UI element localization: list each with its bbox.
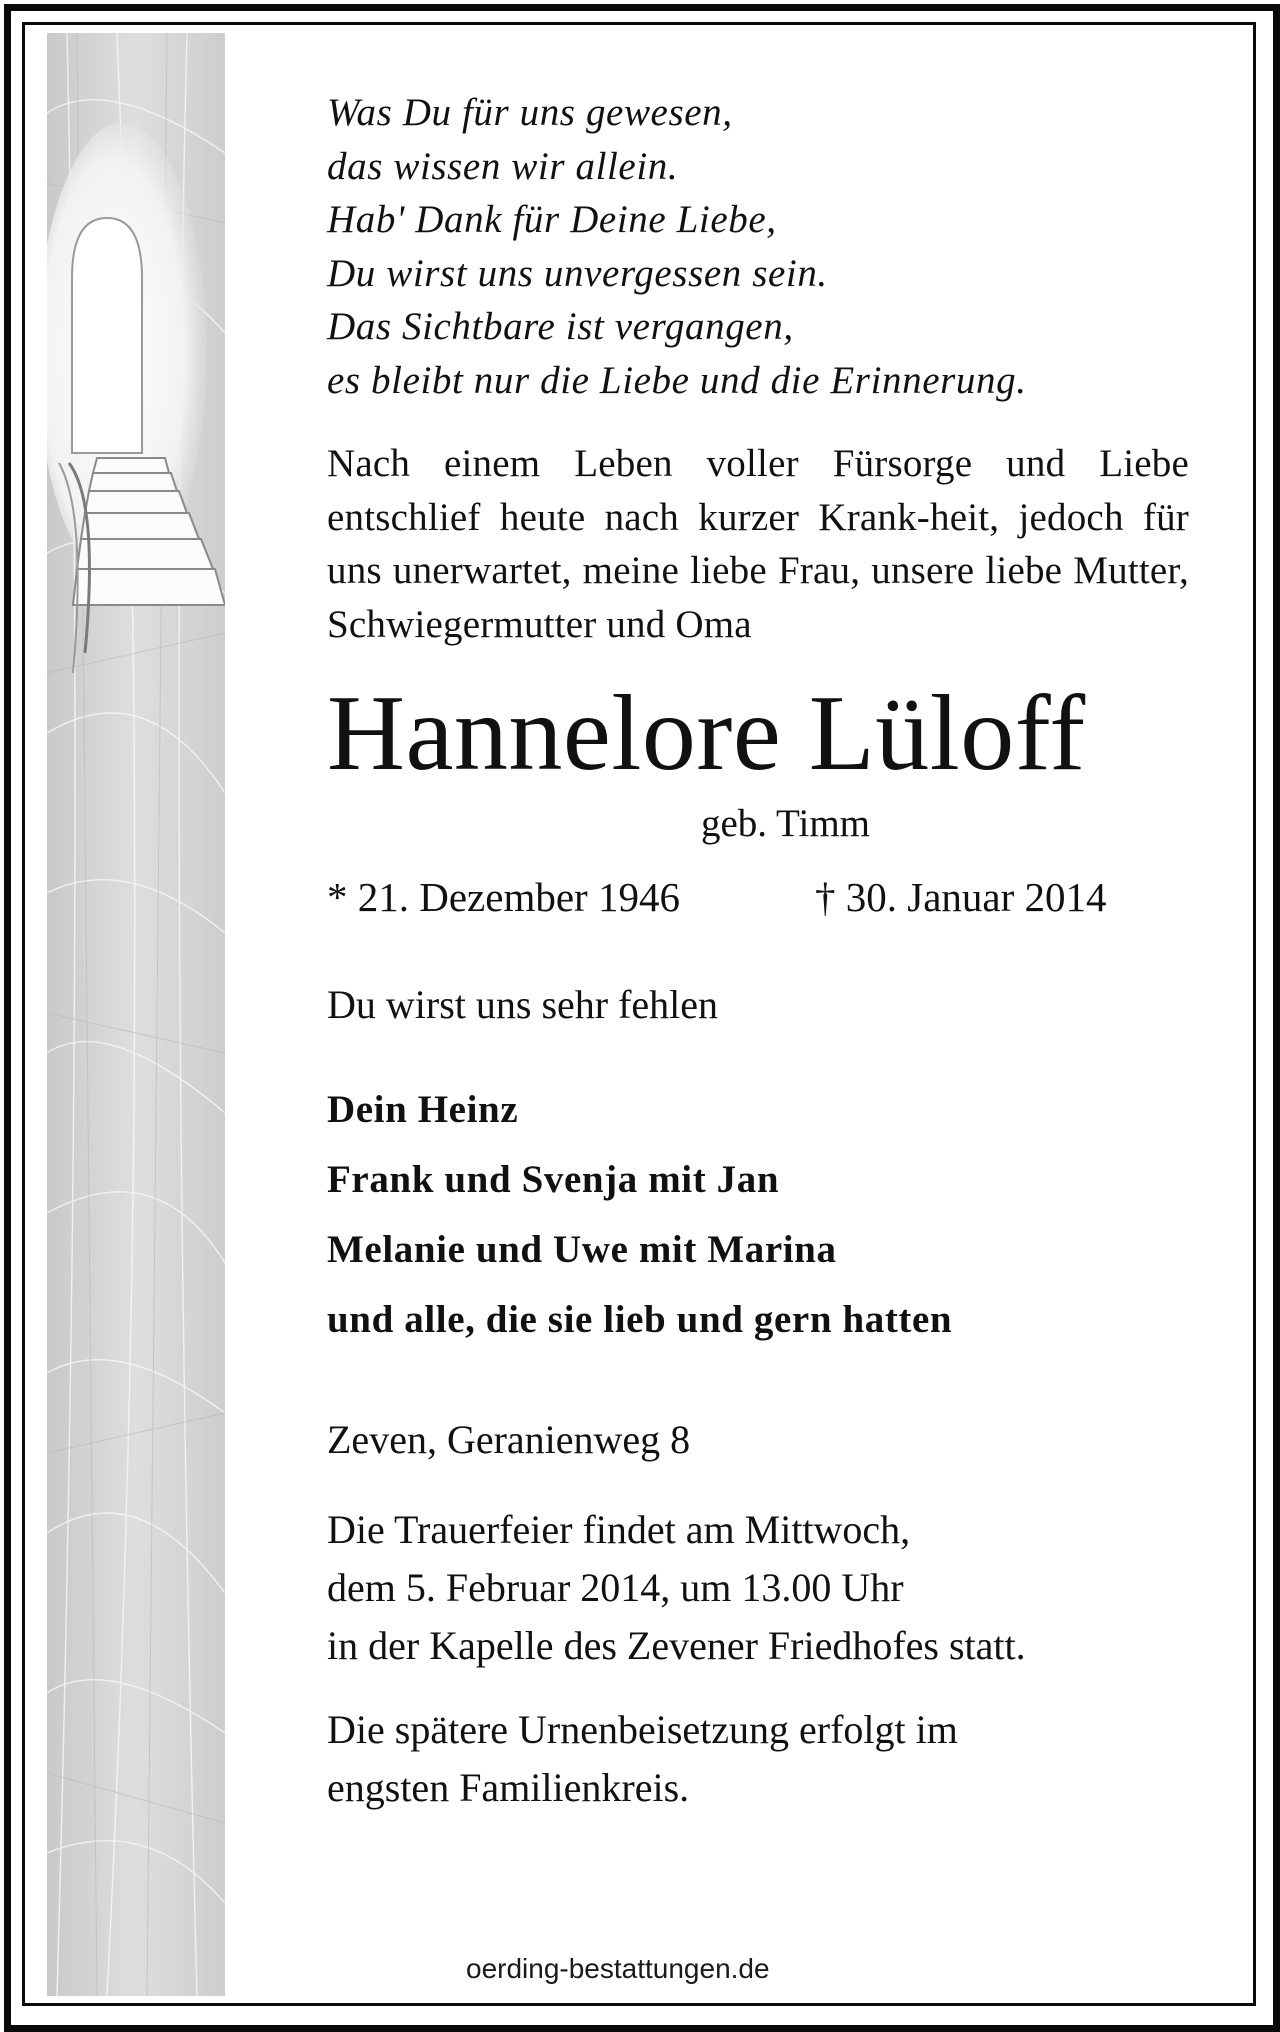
- mourner-line: Melanie und Uwe mit Marina: [327, 1228, 837, 1271]
- deceased-name: Hannelore Lüloff: [327, 674, 1086, 793]
- address: Zeven, Geranienweg 8: [327, 1417, 691, 1462]
- death-date: † 30. Januar 2014: [815, 874, 1107, 920]
- mourner-line: Dein Heinz: [327, 1088, 519, 1131]
- ceremony-notice: [327, 1501, 1189, 1675]
- poem-line: Hab' Dank für Deine Liebe,: [327, 198, 777, 241]
- poem-line: Du wirst uns unvergessen sein.: [327, 251, 828, 295]
- poem-line: Was Du für uns gewesen,: [327, 91, 733, 134]
- obituary-content: [327, 86, 1189, 1817]
- poem: [327, 86, 1189, 407]
- poem-line: es bleibt nur die Liebe und die Erinnerung.: [327, 358, 1027, 402]
- ceremony-line: Die Trauerfeier findet am Mittwoch,: [327, 1507, 911, 1552]
- urn-line: Die spätere Urnenbeisetzung erfolgt im: [327, 1707, 958, 1752]
- mourner-line: und alle, die sie lieb und gern hatten: [327, 1298, 953, 1341]
- birth-name: geb. Timm: [700, 802, 871, 845]
- intro-paragraph: Nach einem Leben voller Fürsorge und Liebe entschlief heute nach kurzer Krank-heit, jedoch für uns unerwartet, meine liebe Frau, unsere liebe Mutter, Schwiegermutter und Oma: [327, 442, 1189, 646]
- poem-line: Das Sichtbare ist vergangen,: [327, 305, 794, 348]
- footer-url: oerding-bestattungen.de: [466, 1953, 770, 1984]
- birth-date: * 21. Dezember 1946: [327, 874, 680, 920]
- ceremony-line: dem 5. Februar 2014, um 13.00 Uhr: [327, 1565, 904, 1610]
- poem-line: das wissen wir allein.: [327, 144, 679, 188]
- mourners-list: [327, 1075, 1189, 1355]
- decorative-stairway-image: [47, 33, 225, 1996]
- ceremony-line: in der Kapelle des Zevener Friedhofes statt.: [327, 1623, 1026, 1668]
- life-dates: [327, 871, 1189, 923]
- closing-line: Du wirst uns sehr fehlen: [327, 982, 719, 1027]
- urn-line: engsten Familienkreis.: [327, 1765, 690, 1810]
- mourner-line: Frank und Svenja mit Jan: [327, 1158, 780, 1201]
- urn-notice: [327, 1701, 1189, 1817]
